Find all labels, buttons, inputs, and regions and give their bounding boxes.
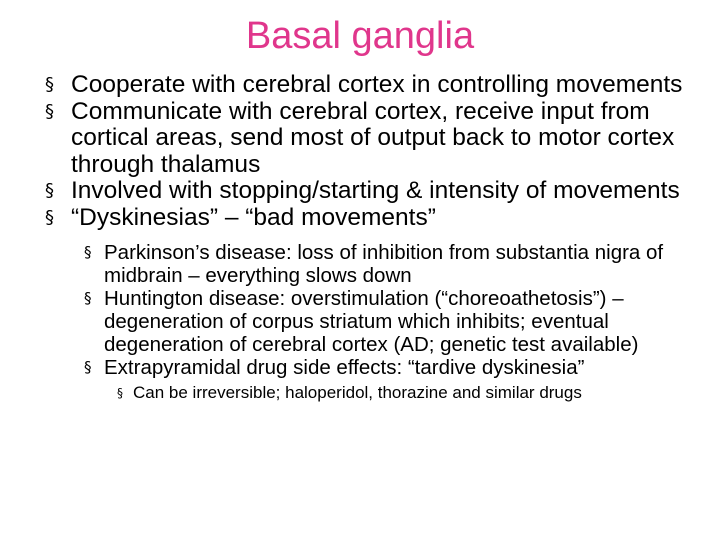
bullet-text: Cooperate with cerebral cortex in controlling movements bbox=[71, 71, 683, 98]
sub-bullet-item bbox=[0, 287, 684, 356]
sub-sub-bullet-item bbox=[0, 383, 693, 403]
sub-bullet-text: Extrapyramidal drug side effects: “tardive dyskinesia” bbox=[104, 356, 585, 379]
sub-sub-bullet-list bbox=[0, 383, 720, 403]
sub-bullet-list bbox=[0, 241, 720, 379]
sub-bullet-text: Huntington disease: overstimulation (“choreoathetosis”) – degeneration of corpus striatum which inhibits; eventual degeneration of cerebral cortex (AD; genetic test available) bbox=[104, 287, 639, 356]
sub-bullet-text: Parkinson’s disease: loss of inhibition from substantia nigra of midbrain – everything slows down bbox=[104, 241, 664, 287]
slide-title: Basal ganglia bbox=[245, 15, 475, 57]
square-bullet-icon: § bbox=[45, 100, 54, 122]
bullet-item bbox=[0, 99, 691, 179]
bullet-item bbox=[0, 72, 691, 99]
square-bullet-icon: § bbox=[84, 358, 92, 376]
square-bullet-icon: § bbox=[84, 243, 92, 261]
bullet-item bbox=[0, 178, 691, 205]
bullet-text: Involved with stopping/starting & intensity of movements bbox=[71, 177, 680, 204]
square-bullet-icon: § bbox=[84, 289, 92, 307]
sub-bullet-item bbox=[0, 241, 684, 287]
square-bullet-icon: § bbox=[45, 206, 54, 228]
square-bullet-icon: § bbox=[45, 180, 54, 201]
slide-content bbox=[0, 72, 720, 403]
sub-bullet-item bbox=[0, 356, 684, 379]
square-bullet-icon: § bbox=[117, 386, 123, 400]
square-bullet-icon: § bbox=[45, 74, 54, 95]
bullet-text: Communicate with cerebral cortex, receive input from cortical areas, send most of output back to motor cortex through thalamus bbox=[71, 97, 675, 178]
sub-sub-bullet-text: Can be irreversible; haloperidol, thorazine and similar drugs bbox=[133, 383, 582, 402]
bullet-text: “Dyskinesias” – “bad movements” bbox=[71, 203, 436, 231]
bullet-item bbox=[0, 205, 691, 232]
